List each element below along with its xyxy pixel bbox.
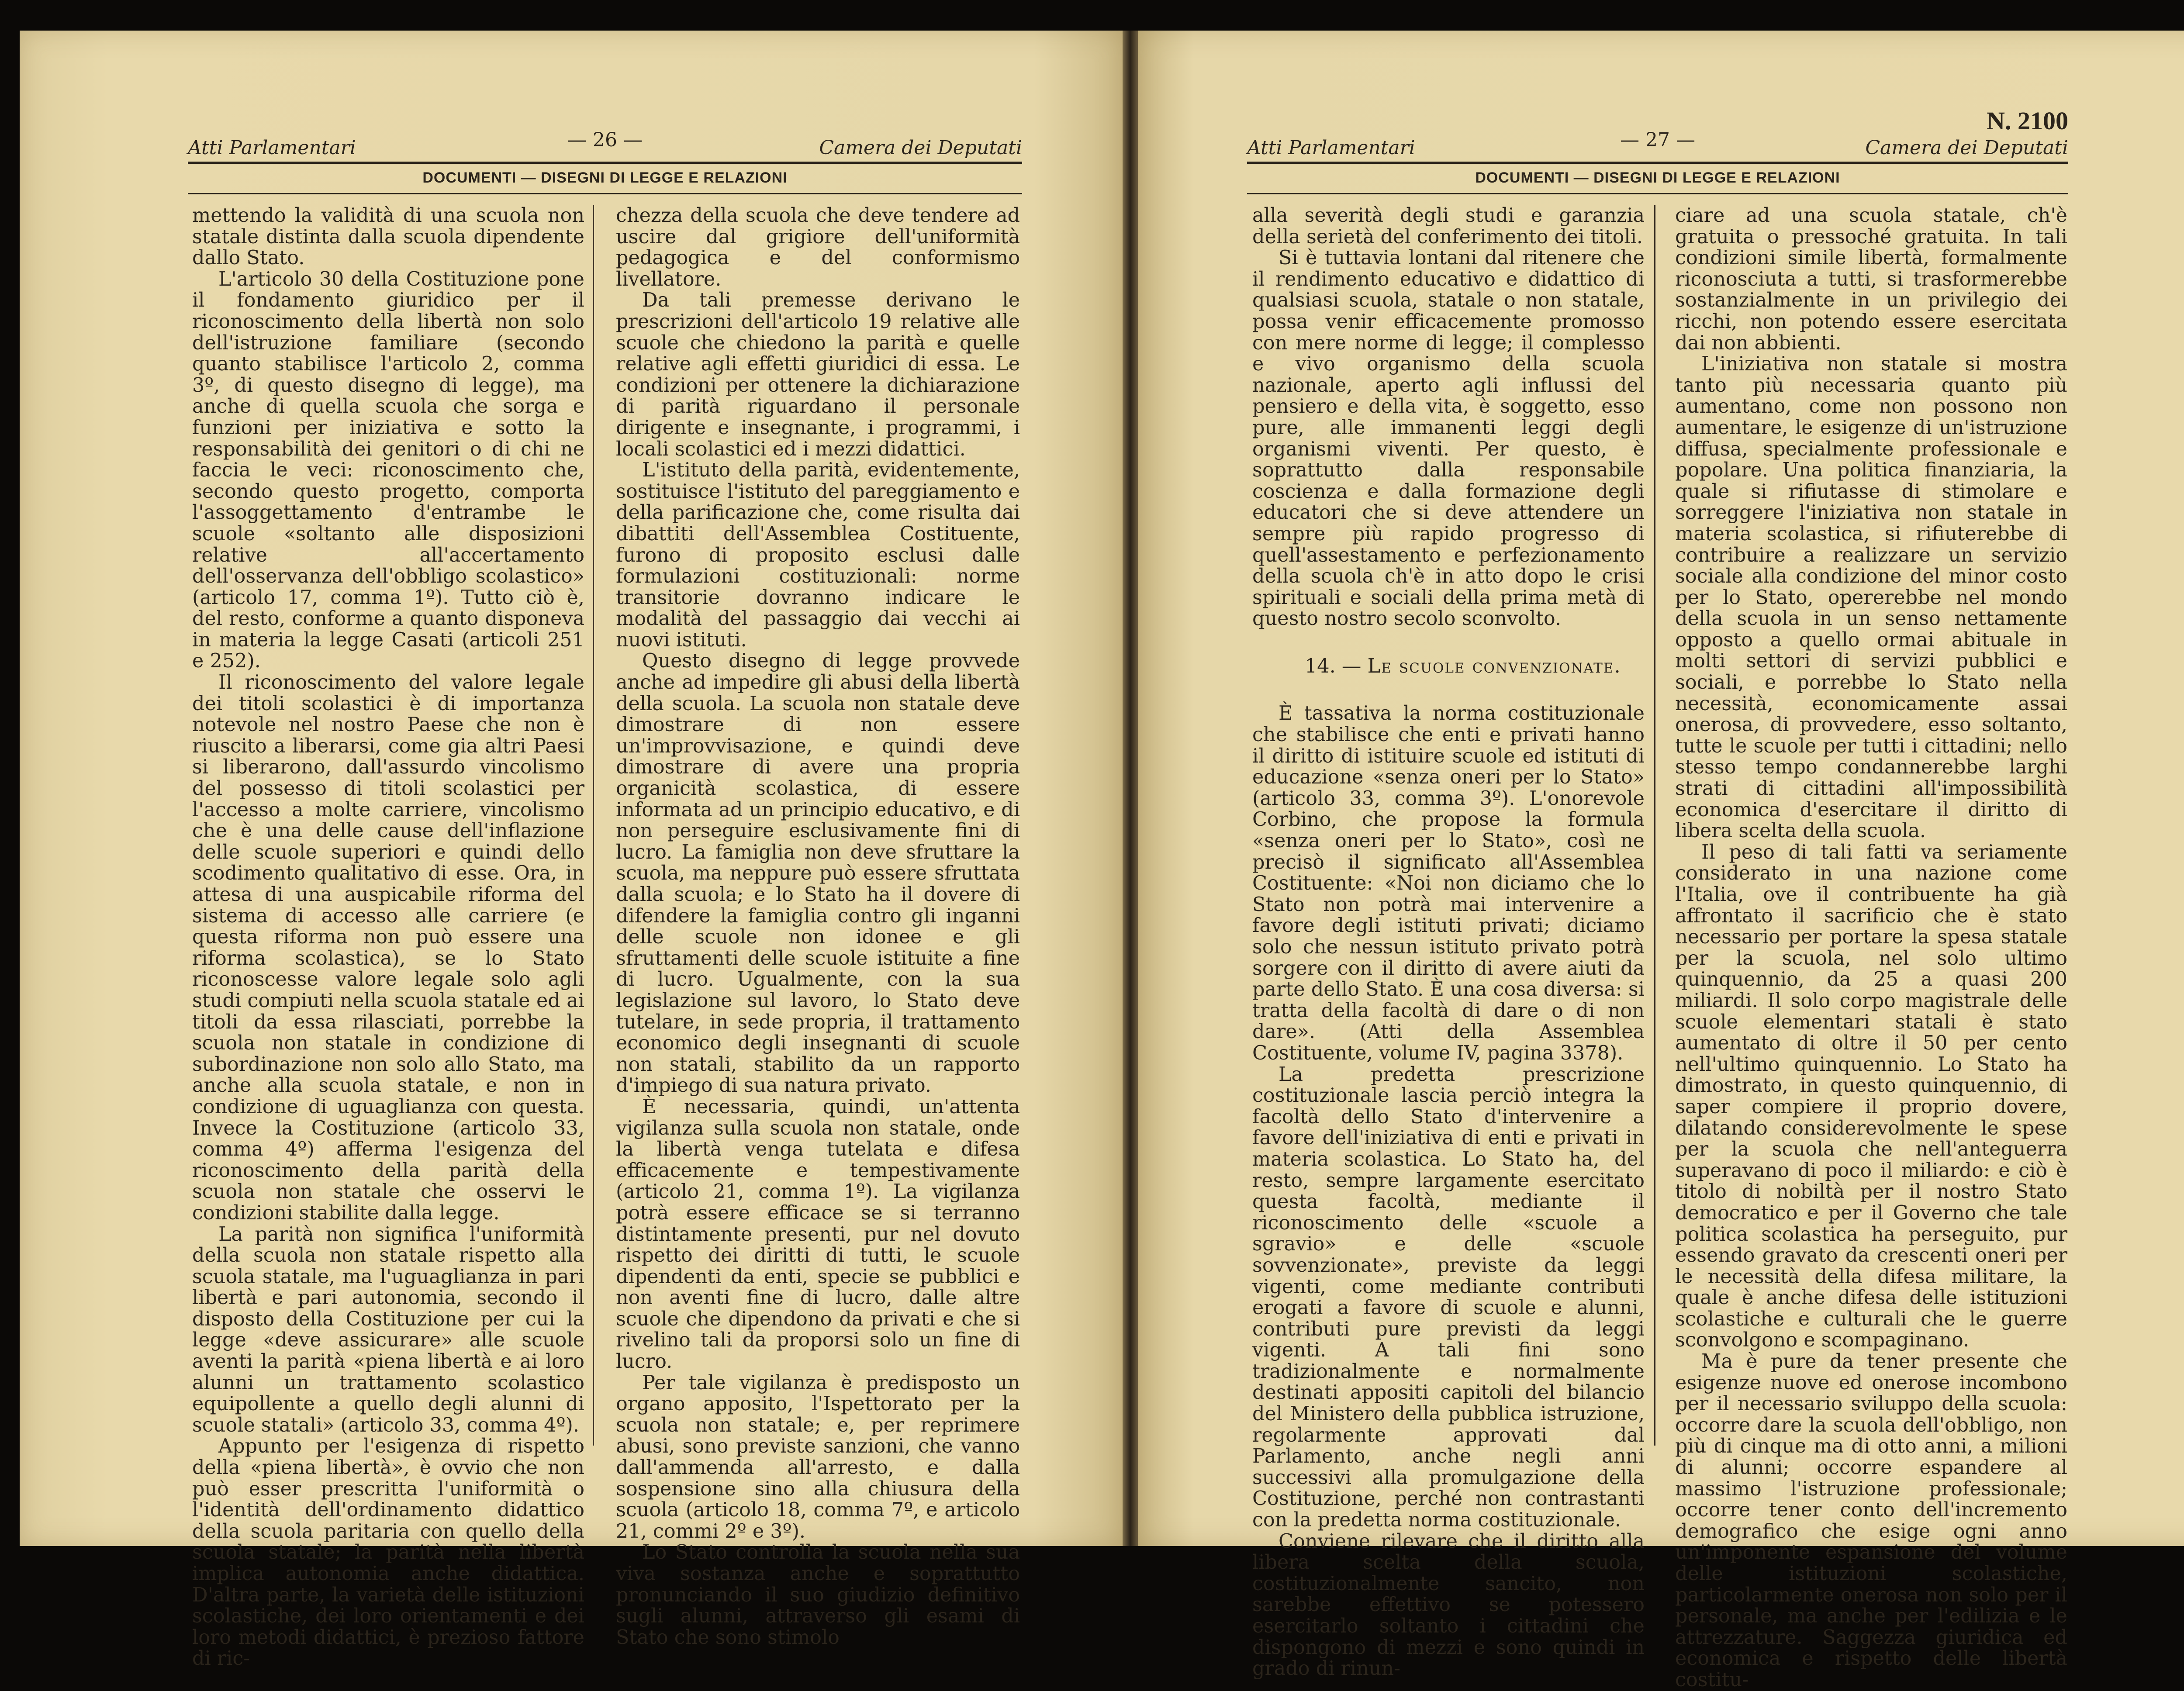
- document-number: N. 2100: [1987, 107, 2068, 135]
- paragraph: Lo Stato controlla la scuola nella sua viva sostanza anche e soprattutto pronunciando il suo giudizio definitivo sugli alunni, attraverso gli esami di Stato che sono stimolo: [616, 1541, 1020, 1649]
- right-page-header: [1247, 107, 2068, 159]
- paragraph: chezza della scuola che deve tendere ad uscire dal grigiore dell'uniformità pedagogica e del conformismo livellatore.: [616, 204, 1020, 290]
- paragraph: Appunto per l'esigenza di rispetto della «piena libertà», è ovvio che non può esser prescritta l'uniformità o l'identità dell'ordinamento didattico della scuola paritaria con quello della scuola statale; la parità nella libertà implica autonomia anche didattica. D'altra parte, la varietà delle istituzioni scolastiche, dei loro orientamenti e dei loro metodi didattici, è prezioso fattore di ric-: [192, 1435, 584, 1670]
- paragraph: La predetta prescrizione costituzionale lascia perciò integra la facoltà dello Stato d'intervenire a favore dell'iniziativa di enti e privati in materia scolastica. Lo Stato ha, del resto, sempre largamente esercitato questa facoltà, mediante il riconoscimento delle «scuole a sgravio» e delle «scuole sovvenzionate», previste da leggi vigenti, come mediante contributi erogati a favore di scuole e alunni, contributi pure previsti da leggi vigenti. A tali fini sono tradizionalmente e normalmente destinati appositi capitoli del bilancio del Ministero della pubblica istruzione, regolarmente approvati dal Parlamento, anche negli anni successivi alla promulgazione della Costituzione, perché non contrastanti con la predetta norma costituzionale.: [1252, 1063, 1645, 1532]
- paragraph: L'iniziativa non statale si mostra tanto più necessaria quanto più aumentano, come non possono non aumentare, le esigenze di un'istruzione diffusa, specialmente professionale e popolare. Una politica finanziaria, la quale si rifiutasse di stimolare e sorreggere l'iniziativa non statale in materia scolastica, si rifiuterebbe di contribuire a realizzare un servizio sociale alla condizione del minor costo per lo Stato, opererebbe nel mondo della scuola in un senso nettamente opposto a quello ormai abituale in molti settori di servizi pubblici e sociali, e porrebbe lo Stato nella necessità, economicamente assai onerosa, di provvedere, esso soltanto, tutte le scuole per tutti i cittadini; nello stesso tempo condannerebbe larghi strati di cittadini all'impossibilità economica d'esercitare il diritto di libera scelta della scuola.: [1675, 353, 2067, 842]
- paragraph: L'articolo 30 della Costituzione pone il fondamento giuridico per il riconoscimento della libertà non solo dell'istruzione familiare (secondo quanto stabilisce l'articolo 2, comma 3º, di questo disegno di legge), ma anche di quella scuola che sorga e funzioni per iniziativa e sotto la responsabilità dei genitori o di chi ne faccia le veci: riconoscimento che, secondo questo progetto, comporta l'assoggettamento d'entrambe le scuole «soltanto alle disposizioni relative all'accertamento dell'osservanza dell'obbligo scolastico» (articolo 17, comma 1º). Tutto ciò è, del resto, conforme a quanto disponeva in materia la legge Casati (articoli 251 e 252).: [192, 268, 584, 673]
- header-left-title: Atti Parlamentari: [188, 137, 356, 159]
- paragraph: L'istituto della parità, evidentemente, sostituisce l'istituto del pareggiamento e della parificazione che, come risulta dai dibattiti dell'Assemblea Costituente, furono di proposito esclusi dalle formulazioni costituzionali: norme transitorie dovranno indicare le modalità del passaggio dai vecchi ai nuovi istituti.: [616, 459, 1020, 651]
- column-divider: [1654, 205, 1655, 1446]
- section-heading: [1252, 656, 1645, 677]
- paragraph: Ma è pure da tener presente che esigenze nuove ed onerose incombono per il necessario sviluppo della scuola: occorre dare la scuola dell'obbligo, non più di cinque ma di otto anni, a milioni di alunni; occorre espandere al massimo l'istruzione professionale; occorre tener conto dell'incremento demografico che esige ogni anno un'imponente espansione del volume delle istituzioni scolastiche, particolarmente onerosa non solo per il personale, ma anche per l'edilizia e le attrezzature. Saggezza giuridica ed economica e rispetto delle libertà costitu-: [1675, 1350, 2067, 1691]
- book-gutter: [1123, 31, 1138, 1546]
- section-header: DOCUMENTI — DISEGNI DI LEGGE E RELAZIONI: [1475, 169, 1840, 186]
- header-right-title: Camera dei Deputati: [819, 137, 1022, 159]
- paragraph: Questo disegno di legge provvede anche ad impedire gli abusi della libertà della scuola. La scuola non statale deve dimostrare di non essere un'improvvisazione, e quindi deve dimostrare di avere una propria organicità scolastica, di essere informata ad un principio educativo, e di non perseguire esclusivamente fini di lucro. La famiglia non deve sfruttare la scuola, ma neppure può essere sfruttata dalla scuola; e lo Stato ha il dovere di difendere la famiglia contro gli inganni delle scuole non idonee e gli sfruttamenti delle scuole istituite a fine di lucro. Ugualmente, con la sua legislazione sul lavoro, lo Stato deve tutelare, in sede propria, il trattamento economico degli insegnanti di scuole non statali, stabilito da un rapporto d'impiego di sua natura privato.: [616, 650, 1020, 1097]
- left-page: [20, 31, 1123, 1670]
- header-rule: [188, 162, 1022, 164]
- section-rule: [1247, 193, 2068, 194]
- paragraph: mettendo la validità di una scuola non statale distinta dalla scuola dipendente dallo Stato.: [192, 204, 584, 269]
- right-column-2: [1675, 205, 2067, 1691]
- section-header: DOCUMENTI — DISEGNI DI LEGGE E RELAZIONI: [422, 169, 788, 186]
- paragraph: Per tale vigilanza è predisposto un organo apposito, l'Ispettorato per la scuola non statale; e, per reprimere abusi, sono previste sanzioni, che vanno dall'ammenda all'arresto, e dalla sospensione sino alla chiusura della scuola (articolo 18, comma 7º, e articolo 21, commi 2º e 3º).: [616, 1371, 1020, 1543]
- right-page: [1138, 31, 2184, 1691]
- paragraph: È tassativa la norma costituzionale che stabilisce che enti e privati hanno il diritto di istituire scuole ed istituti di educazione «senza oneri per lo Stato» (articolo 33, comma 3º). L'onorevole Corbino, che propose la formula «senza oneri per lo Stato», così ne precisò il significato all'Assemblea Costituente: «Noi non diciamo che lo Stato non potrà mai intervenire a favore degli istituti privati; diciamo solo che nessun istituto privato potrà sorgere con il diritto di avere aiuti da parte dello Stato. È una cosa diversa: si tratta della facoltà di dare o di non dare». (Atti della Assemblea Costituente, volume IV, pagina 3378).: [1252, 702, 1645, 1064]
- section-title: Le scuole convenzionate.: [1367, 655, 1621, 677]
- paragraph: La parità non significa l'uniformità della scuola non statale rispetto alla scuola statale, ma l'uguaglianza in pari libertà e pari autonomia, secondo il disposto della Costituzione per cui la legge «deve assicurare» alle scuole aventi la parità «piena libertà e ai loro alunni un trattamento scolastico equipollente a quello degli alunni di scuole statali» (articolo 33, comma 4º).: [192, 1223, 584, 1436]
- paragraph: È necessaria, quindi, un'attenta vigilanza sulla scuola non statale, onde la libertà venga tutelata e difesa efficacemente e tempestivamente (articolo 21, comma 1º). La vigilanza potrà essere efficace se si terranno distintamente presenti, pur nel dovuto rispetto dei diritti di tutti, le scuole dipendenti da enti, specie se pubblici e non aventi fine di lucro, dalle altre scuole che dipendono da privati e che si rivelino tali da proporsi solo un fine di lucro.: [616, 1095, 1020, 1373]
- header-rule: [1247, 162, 2068, 164]
- paragraph: Conviene rilevare che il diritto alla libera scelta della scuola, costituzionalmente sancito, non sarebbe effettivo se potessero esercitarlo soltanto i cittadini che dispongono di mezzi e sono quindi in grado di rinun-: [1252, 1530, 1645, 1680]
- paragraph: Si è tuttavia lontani dal ritenere che il rendimento educativo e didattico di qualsiasi scuola, statale o non statale, possa venir efficacemente promosso con mere norme di legge; il complesso e vivo organismo della scuola nazionale, aperto agli influssi del pensiero e della vita, è soggetto, esso pure, alle immanenti leggi degli organismi viventi. Per questo, è soprattutto dalla responsabile coscienza e dalla formazione degli educatori che si deve attendere un sempre più rapido progresso di quell'assestamento e perfezionamento della scuola ch'è in atto dopo le crisi spirituali e sociali della prima metà di questo nostro secolo sconvolto.: [1252, 247, 1645, 630]
- paragraph: alla severità degli studi e garanzia della serietà del conferimento dei titoli.: [1252, 204, 1645, 248]
- paragraph: Il riconoscimento del valore legale dei titoli scolastici è di importanza notevole nel nostro Paese che non è riuscito a liberarsi, come gia altri Paesi si liberarono, dall'assurdo vincolismo del possesso di titoli scolastici per l'accesso a molte carriere, vincolismo che è una delle cause dell'inflazione delle scuole superiori e quindi dello scodimento qualitativo di esse. Ora, in attesa di una auspicabile riforma del sistema di accesso alle carriere (e questa riforma non può essere una riforma scolastica), se lo Stato riconoscesse valore legale solo agli studi compiuti nella scuola statale ed ai titoli da essa rilasciati, porrebbe la scuola non statale in condizione di subordinazione non solo allo Stato, ma anche alla scuola statale, e non in condizione di uguaglianza con questa. Invece la Costituzione (articolo 33, comma 4º) afferma l'esigenza del riconoscimento della parità della scuola non statale che osservi le condizioni stabilite dalla legge.: [192, 671, 584, 1224]
- header-left-title: Atti Parlamentari: [1247, 137, 1415, 159]
- left-column-1: [192, 205, 584, 1670]
- page-number: — 26 —: [567, 129, 643, 151]
- paragraph: Il peso di tali fatti va seriamente considerato in una nazione come l'Italia, ove il contribuente ha già affrontato il sacrificio che è stato necessario per portare la spesa statale per la scuola, nel solo ultimo quinquennio, da 25 a quasi 200 miliardi. Il solo corpo magistrale delle scuole elementari statali è stato aumentato di oltre il 50 per cento nell'ultimo quinquennio. Lo Stato ha dimostrato, in questo quinquennio, di saper compiere il proprio dovere, dilatando considerevolmente le spese per la scuola che nell'anteguerra superavano di poco il miliardo: e ciò è titolo di nobiltà per il nostro Stato democratico e per il Governo che tale politica scolastica ha perseguito, pur essendo gravato da crescenti oneri per le necessità della difesa militare, la quale è anche difesa delle istituzioni scolastiche e culturali che le guerre sconvolgono e scompaginano.: [1675, 841, 2067, 1352]
- paragraph: Da tali premesse derivano le prescrizioni dell'articolo 19 relative alle scuole che chiedono la parità e quelle relative agli effetti giuridici di essa. Le condizioni per ottenere la dichiarazione di parità riguardano il personale dirigente e insegnante, i programmi, i locali scolastici ed i mezzi didattici.: [616, 289, 1020, 460]
- column-divider: [593, 205, 594, 1446]
- paragraph: ciare ad una scuola statale, ch'è gratuita o pressoché gratuita. In tali condizioni simile libertà, formalmente riconosciuta a tutti, si trasformerebbe sostanzialmente in un privilegio dei ricchi, non potendo essere esercitata dai non abbienti.: [1675, 204, 2067, 354]
- section-rule: [188, 193, 1022, 194]
- right-column-1: [1252, 205, 1645, 1680]
- left-page-header: [188, 129, 1022, 159]
- left-column-2: [616, 205, 1020, 1648]
- header-right-title: Camera dei Deputati: [1865, 137, 2068, 159]
- page-number: — 27 —: [1620, 129, 1695, 151]
- section-number: 14. —: [1305, 655, 1362, 677]
